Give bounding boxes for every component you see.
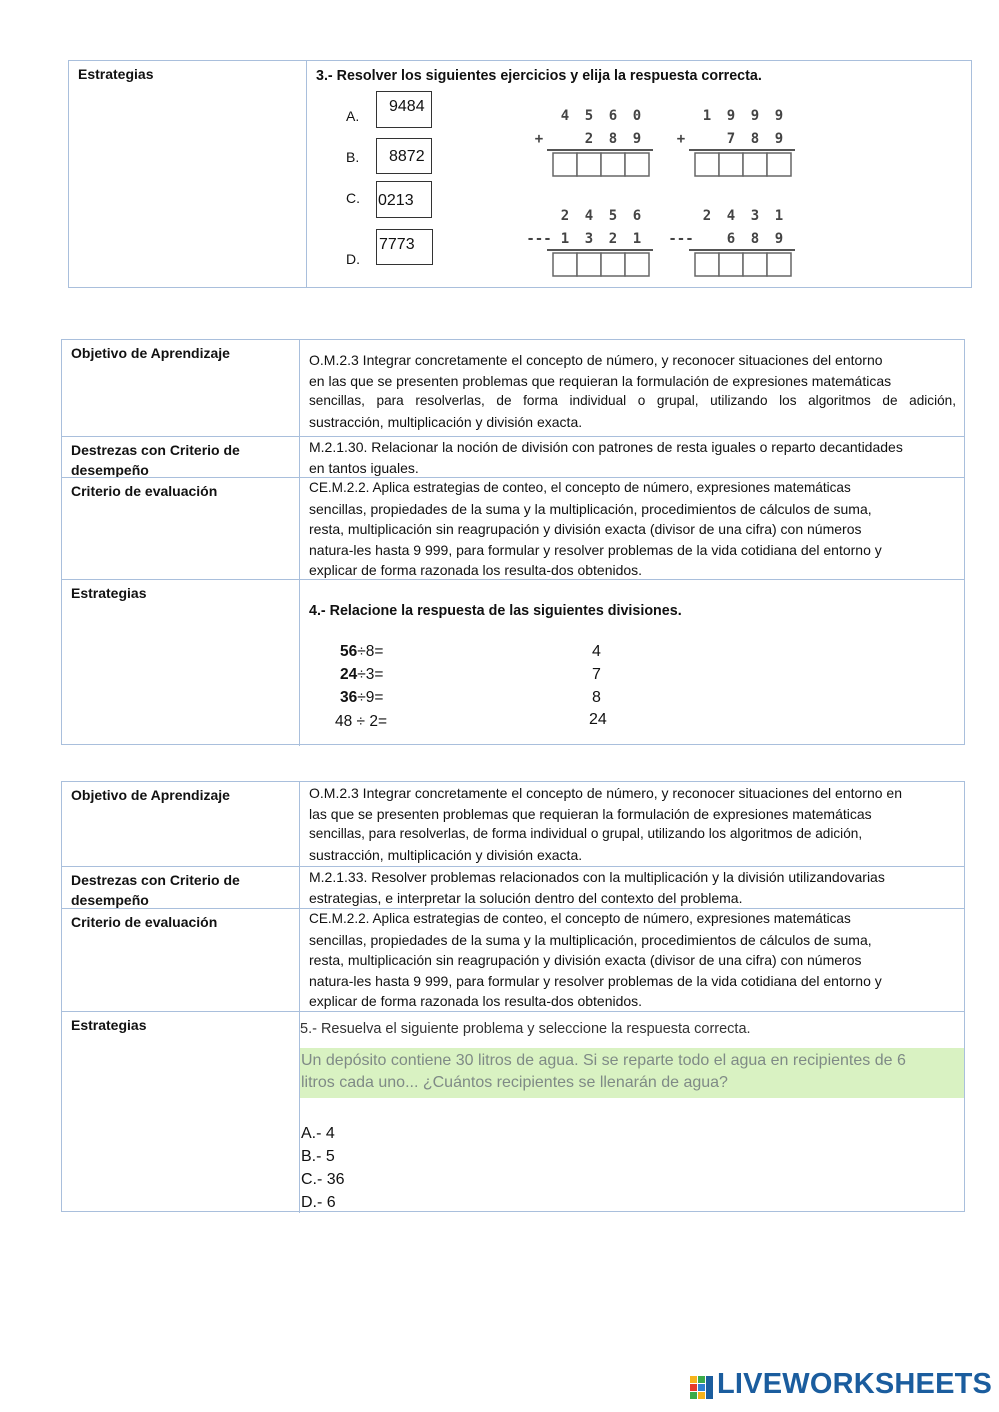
digit: 9 xyxy=(774,231,784,247)
skills-text: M.2.1.30. Relacionar la noción de división con patrones de resta iguales o reparto decantidades en tantos iguales. xyxy=(309,439,903,476)
digit: 4 xyxy=(584,208,594,224)
answer-cell[interactable] xyxy=(553,153,577,176)
answer-cell[interactable] xyxy=(767,153,791,176)
answer-cell[interactable] xyxy=(577,153,601,176)
digit: 4 xyxy=(560,108,570,124)
answer-cell[interactable] xyxy=(625,153,649,176)
digit: 1 xyxy=(632,231,642,247)
digit: 2 xyxy=(560,208,570,224)
question-3-title: 3.- Resolver los siguientes ejercicios y elija la respuesta correcta. xyxy=(316,68,762,84)
learning-table-4 xyxy=(61,339,965,745)
answer-cell[interactable] xyxy=(577,253,601,276)
result-3[interactable]: 8 xyxy=(592,689,601,706)
digit: 2 xyxy=(608,231,618,247)
digit: 7 xyxy=(726,131,736,147)
digit: 6 xyxy=(726,231,736,247)
arithmetic-op-4 xyxy=(668,208,795,276)
digit: 2 xyxy=(584,131,594,147)
digit: 3 xyxy=(584,231,594,247)
objective-row xyxy=(62,340,964,436)
strategies-row xyxy=(62,579,964,746)
digit: 9 xyxy=(726,108,736,124)
result-4[interactable]: 24 xyxy=(589,711,607,728)
operator-sign: --- xyxy=(668,231,694,247)
answer-cell[interactable] xyxy=(601,153,625,176)
strategies-content xyxy=(307,61,971,287)
objective-row xyxy=(62,782,964,866)
answer-box-d[interactable]: 7773 xyxy=(376,229,433,265)
answer-cell[interactable] xyxy=(719,153,743,176)
digit: 1 xyxy=(774,208,784,224)
answer-cell[interactable] xyxy=(553,253,577,276)
answer-cell[interactable] xyxy=(601,253,625,276)
answer-letter-d: D. xyxy=(346,251,360,267)
liveworksheets-logo-icon xyxy=(690,1376,714,1400)
answer-cell[interactable] xyxy=(743,153,767,176)
answer-cell[interactable] xyxy=(625,253,649,276)
answer-cell[interactable] xyxy=(695,253,719,276)
answer-box-b[interactable]: 8872 xyxy=(376,138,432,174)
strategies-label: Estrategias xyxy=(69,61,307,287)
answer-box-a[interactable]: 9484 xyxy=(376,91,432,128)
digit: 3 xyxy=(750,208,760,224)
criteria-text: CE.M.2.2. Aplica estrategias de conteo, el concepto de número, expresiones matemáticas sencillas, propiedades de la suma y la multiplicación, procedimientos de cálculos de suma, resta, multiplicación sin reagrupación y división exacta (divisor de una cifra) con números natura-les hasta 9 999, para formular y resolver problemas de la vida cotidiana del entorno y explicar de forma razonada los resulta-dos obtenidos. xyxy=(309,911,882,1010)
answer-letter-a: A. xyxy=(346,108,360,124)
answer-box-c[interactable]: 0213 xyxy=(376,181,432,218)
skills-text: M.2.1.33. Resolver problemas relacionados con la multiplicación y la división utilizandovarias estrategias, e interpretar la solución dentro del contexto del problema. xyxy=(309,869,885,906)
skills-label: Destrezas con Criterio de desempeño xyxy=(62,867,300,908)
strategies-label: Estrategias xyxy=(62,1012,300,1213)
operator-sign: --- xyxy=(526,231,552,247)
option-c[interactable]: C.- 36 xyxy=(301,1171,345,1188)
digit: 9 xyxy=(774,131,784,147)
strategies-content xyxy=(300,1012,964,1213)
criteria-row xyxy=(62,908,964,1011)
division-2: 24÷3= xyxy=(340,666,384,683)
learning-table-5 xyxy=(61,781,965,1212)
division-3: 36÷9= xyxy=(340,689,384,706)
digit: 0 xyxy=(632,108,642,124)
skills-row xyxy=(62,866,964,908)
arithmetic-exercises xyxy=(526,101,809,276)
criteria-label: Criterio de evaluación xyxy=(62,478,300,579)
operator-sign: + xyxy=(676,131,686,147)
digit: 9 xyxy=(632,131,642,147)
option-d[interactable]: D.- 6 xyxy=(301,1194,336,1211)
result-1[interactable]: 4 xyxy=(592,643,601,660)
result-2[interactable]: 7 xyxy=(592,666,601,683)
option-a[interactable]: A.- 4 xyxy=(301,1125,335,1142)
arithmetic-op-2 xyxy=(677,108,795,176)
digit: 8 xyxy=(750,131,760,147)
criteria-text: CE.M.2.2. Aplica estrategias de conteo, el concepto de número, expresiones matemáticas sencillas, propiedades de la suma y la multiplicación, procedimientos de cálculos de suma, resta, multiplicación sin reagrupación y división exacta (divisor de una cifra) con números natura-les hasta 9 999, para formular y resolver problemas de la vida cotidiana del entorno y explicar de forma razonada los resulta-dos obtenidos. xyxy=(309,480,882,579)
skills-label: Destrezas con Criterio de desempeño xyxy=(62,437,300,477)
answer-cell[interactable] xyxy=(743,253,767,276)
liveworksheets-brand: LIVEWORKSHEETS xyxy=(717,1368,993,1400)
answer-letter-c: C. xyxy=(346,190,360,206)
digit: 8 xyxy=(608,131,618,147)
operator-sign: + xyxy=(534,131,544,147)
arithmetic-op-1 xyxy=(535,108,653,176)
question-4-title: 4.- Relacione la respuesta de las siguientes divisiones. xyxy=(309,603,682,619)
division-4: 48 ÷ 2= xyxy=(335,713,388,730)
option-b[interactable]: B.- 5 xyxy=(301,1148,335,1165)
criteria-row xyxy=(62,477,964,579)
digit: 9 xyxy=(774,108,784,124)
digit: 6 xyxy=(632,208,642,224)
division-1: 56÷8= xyxy=(340,643,384,660)
strategies-content xyxy=(300,580,964,746)
strategies-table-3 xyxy=(68,60,972,288)
digit: 8 xyxy=(750,231,760,247)
digit: 1 xyxy=(560,231,570,247)
digit: 9 xyxy=(750,108,760,124)
digit: 5 xyxy=(608,208,618,224)
question-5-title: 5.- Resuelva el siguiente problema y seleccione la respuesta correcta. xyxy=(300,1021,751,1037)
criteria-label: Criterio de evaluación xyxy=(62,909,300,1011)
digit: 2 xyxy=(702,208,712,224)
objective-label: Objetivo de Aprendizaje xyxy=(62,340,300,436)
skills-row xyxy=(62,436,964,477)
arithmetic-op-3 xyxy=(526,208,653,276)
objective-text: O.M.2.3 Integrar concretamente el concepto de número, y reconocer situaciones del entorno en las que se presenten problemas que requieran la formulación de expresiones matemáticas sencillas, para resolverlas, de forma individual o grupal, utilizando los algoritmos de adición, sustracción, multiplicación y división exacta. xyxy=(309,785,903,863)
digit: 4 xyxy=(726,208,736,224)
digit: 5 xyxy=(584,108,594,124)
problem-statement: Un depósito contiene 30 litros de agua. Si se reparte todo el agua en recipientes de 6 litros cada uno... ¿Cuántos recipientes se llenarán de agua? xyxy=(300,1048,964,1098)
answer-cell[interactable] xyxy=(695,153,719,176)
objective-label: Objetivo de Aprendizaje xyxy=(62,782,300,866)
answer-cell[interactable] xyxy=(719,253,743,276)
answer-cell[interactable] xyxy=(767,253,791,276)
strategies-label: Estrategias xyxy=(62,580,300,746)
digit: 6 xyxy=(608,108,618,124)
objective-text: O.M.2.3 Integrar concretamente el concepto de número, y reconocer situaciones del entorno en las que se presenten problemas que requieran la formulación de expresiones matemáticas sencillas, para resolverlas, de forma individual o grupal, utilizando los algoritmos de adición, sustracción, multiplicación y división exacta. xyxy=(309,352,956,430)
strategies-row xyxy=(62,1011,964,1213)
answer-letter-b: B. xyxy=(346,149,360,165)
digit: 1 xyxy=(702,108,712,124)
